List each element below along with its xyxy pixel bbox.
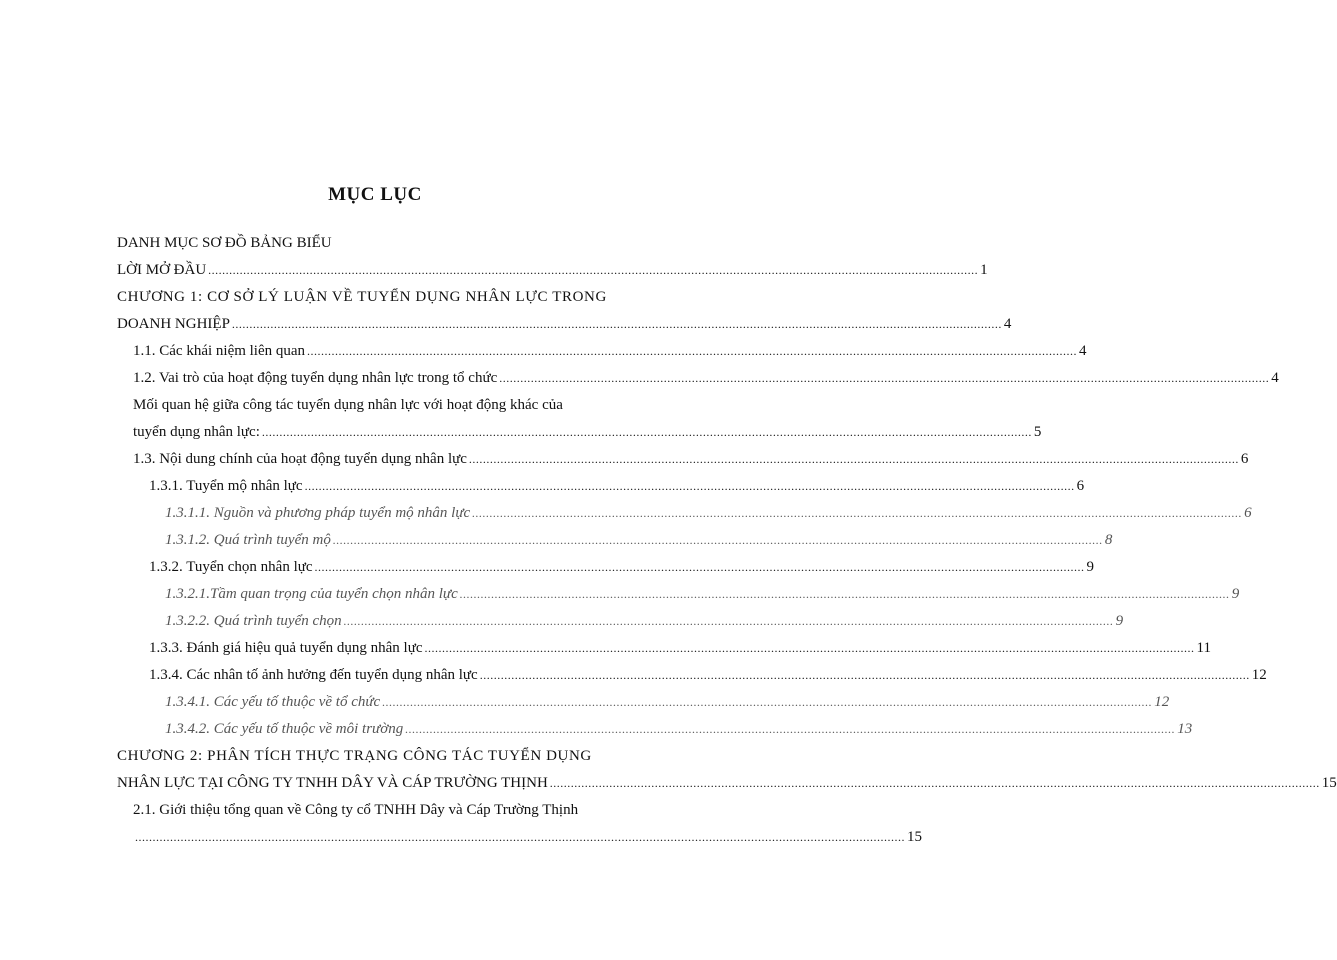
toc-entry-text: 1.2. Vai trò của hoạt động tuyển dụng nhân lực trong tổ chức xyxy=(133,370,498,386)
toc-page-number: 8 xyxy=(1104,532,1113,548)
toc-entry-loi-mo-dau xyxy=(117,259,988,281)
toc-entry-text: 1.3.4.1. Các yếu tố thuộc về tổ chức xyxy=(165,694,381,710)
toc-entry-text: DANH MỤC SƠ ĐỒ BẢNG BIỂU xyxy=(117,235,332,251)
toc-entry-chuong1-line1 xyxy=(117,286,633,308)
toc-entry-chuong1-line2 xyxy=(117,313,1012,335)
dot-leader: ............................................................................................................................................................................................................................ xyxy=(468,452,1239,466)
dot-leader: ............................................................................................................................................................................................................................ xyxy=(208,263,979,277)
toc-entry-text: 1.3.2.1.Tầm quan trọng của tuyển chọn nhân lực xyxy=(165,586,458,602)
toc-page-number: 6 xyxy=(1076,478,1085,494)
toc-entry-text: 1.3.1.2. Quá trình tuyển mộ xyxy=(165,532,331,548)
dot-leader: ............................................................................................................................................................................................................................ xyxy=(549,776,1320,790)
toc-entry-1-3-1-1 xyxy=(165,502,1252,524)
toc-entry-text: 1.3.1.1. Nguồn và phương pháp tuyển mộ nhân lực xyxy=(165,505,471,521)
toc-page-number: 4 xyxy=(1271,370,1279,386)
dot-leader: ............................................................................................................................................................................................................................ xyxy=(424,641,1195,655)
dot-leader: ............................................................................................................................................................................................................................ xyxy=(135,830,905,844)
toc-entry-1-3 xyxy=(133,448,1249,470)
toc-entry-text: 1.3.4. Các nhân tố ảnh hưởng đến tuyển dụng nhân lực xyxy=(149,667,478,683)
toc-entry-text: CHƯƠNG 1: CƠ SỞ LÝ LUẬN VỀ TUYỂN DỤNG NHÂN LỰC TRONG xyxy=(117,289,607,305)
dot-leader: ............................................................................................................................................................................................................................ xyxy=(382,695,1153,709)
toc-entry-2-1-line1 xyxy=(133,799,633,821)
dot-leader: ............................................................................................................................................................................................................................ xyxy=(343,614,1114,628)
toc-page-number: 4 xyxy=(1079,343,1087,359)
toc-entry-2-1-line2 xyxy=(133,826,922,848)
toc-entry-text: tuyển dụng nhân lực: xyxy=(133,424,260,440)
toc-entry-1-3-4 xyxy=(149,664,1267,686)
toc-page-number: 12 xyxy=(1154,694,1170,710)
toc-entry-text: 1.3.2. Tuyển chọn nhân lực xyxy=(149,559,313,575)
dot-leader: ............................................................................................................................................................................................................................ xyxy=(307,344,1078,358)
toc-entry-moi-quan-he-line1 xyxy=(133,394,633,416)
toc-entry-text: 2.1. Giới thiệu tổng quan về Công ty cổ TNHH Dây và Cáp Trường Thịnh xyxy=(133,802,579,818)
toc-page-number: 1 xyxy=(980,262,988,278)
toc-entry-text: 1.3.4.2. Các yếu tố thuộc về môi trường xyxy=(165,721,404,737)
dot-leader: ............................................................................................................................................................................................................................ xyxy=(314,560,1085,574)
dot-leader: ............................................................................................................................................................................................................................ xyxy=(304,479,1075,493)
toc-entry-text: 1.3.2.2. Quá trình tuyển chọn xyxy=(165,613,342,629)
dot-leader: ............................................................................................................................................................................................................................ xyxy=(479,668,1250,682)
toc-entry-chuong2-line1 xyxy=(117,745,633,767)
dot-leader: ............................................................................................................................................................................................................................ xyxy=(405,722,1176,736)
dot-leader: ............................................................................................................................................................................................................................ xyxy=(472,506,1243,520)
toc-entry-text: CHƯƠNG 2: PHÂN TÍCH THỰC TRẠNG CÔNG TÁC TUYỂN DỤNG xyxy=(117,748,592,764)
toc-page-number: 15 xyxy=(907,829,922,845)
dot-leader: ............................................................................................................................................................................................................................ xyxy=(459,587,1230,601)
toc-page-number: 15 xyxy=(1321,775,1337,791)
toc-page-number: 9 xyxy=(1115,613,1124,629)
dot-leader: ............................................................................................................................................................................................................................ xyxy=(499,371,1270,385)
toc-page-number: 6 xyxy=(1244,505,1252,521)
toc-entry-text: LỜI MỞ ĐẦU xyxy=(117,262,207,278)
toc-entry-1-1 xyxy=(133,340,1087,362)
toc-page-number: 9 xyxy=(1086,559,1095,575)
toc-entry-danh-muc xyxy=(117,232,332,254)
toc-entry-text: 1.1. Các khái niệm liên quan xyxy=(133,343,306,359)
toc-entry-1-3-2 xyxy=(149,556,1095,578)
toc-entry-1-2 xyxy=(133,367,1279,389)
toc-page-number: 12 xyxy=(1251,667,1267,683)
dot-leader: ............................................................................................................................................................................................................................ xyxy=(332,533,1103,547)
toc-entry-text: DOANH NGHIỆP xyxy=(117,316,230,332)
toc-entry-1-3-1 xyxy=(149,475,1085,497)
toc-page-number: 6 xyxy=(1240,451,1249,467)
toc-entry-text: 1.3. Nội dung chính của hoạt động tuyển dụng nhân lực xyxy=(133,451,467,467)
toc-entry-text: NHÂN LỰC TẠI CÔNG TY TNHH DÂY VÀ CÁP TRƯỜNG THỊNH xyxy=(117,775,548,791)
toc-page-number: 4 xyxy=(1003,316,1012,332)
toc-entry-text: 1.3.1. Tuyển mộ nhân lực xyxy=(149,478,303,494)
toc-page-number: 13 xyxy=(1177,721,1193,737)
toc-entry-text: Mối quan hệ giữa công tác tuyển dụng nhân lực với hoạt động khác của xyxy=(133,397,563,413)
toc-entry-text: 1.3.3. Đánh giá hiệu quả tuyển dụng nhân lực xyxy=(149,640,423,656)
toc-entry-1-3-2-2 xyxy=(165,610,1124,632)
toc-entry-1-3-2-1 xyxy=(165,583,1240,605)
toc-page-number: 5 xyxy=(1033,424,1042,440)
page-title: MỤC LỤC xyxy=(328,184,422,205)
toc-entry-chuong2-line2 xyxy=(117,772,1337,794)
toc-entry-1-3-4-2 xyxy=(165,718,1193,740)
toc-entry-1-3-1-2 xyxy=(165,529,1113,551)
dot-leader: ............................................................................................................................................................................................................................ xyxy=(261,425,1032,439)
toc-entry-1-3-4-1 xyxy=(165,691,1170,713)
toc-entry-moi-quan-he-line2 xyxy=(133,421,1042,443)
dot-leader: ............................................................................................................................................................................................................................ xyxy=(231,317,1002,331)
toc-page-number: 11 xyxy=(1196,640,1211,656)
toc-entry-1-3-3 xyxy=(149,637,1211,659)
toc-page-number: 9 xyxy=(1231,586,1240,602)
